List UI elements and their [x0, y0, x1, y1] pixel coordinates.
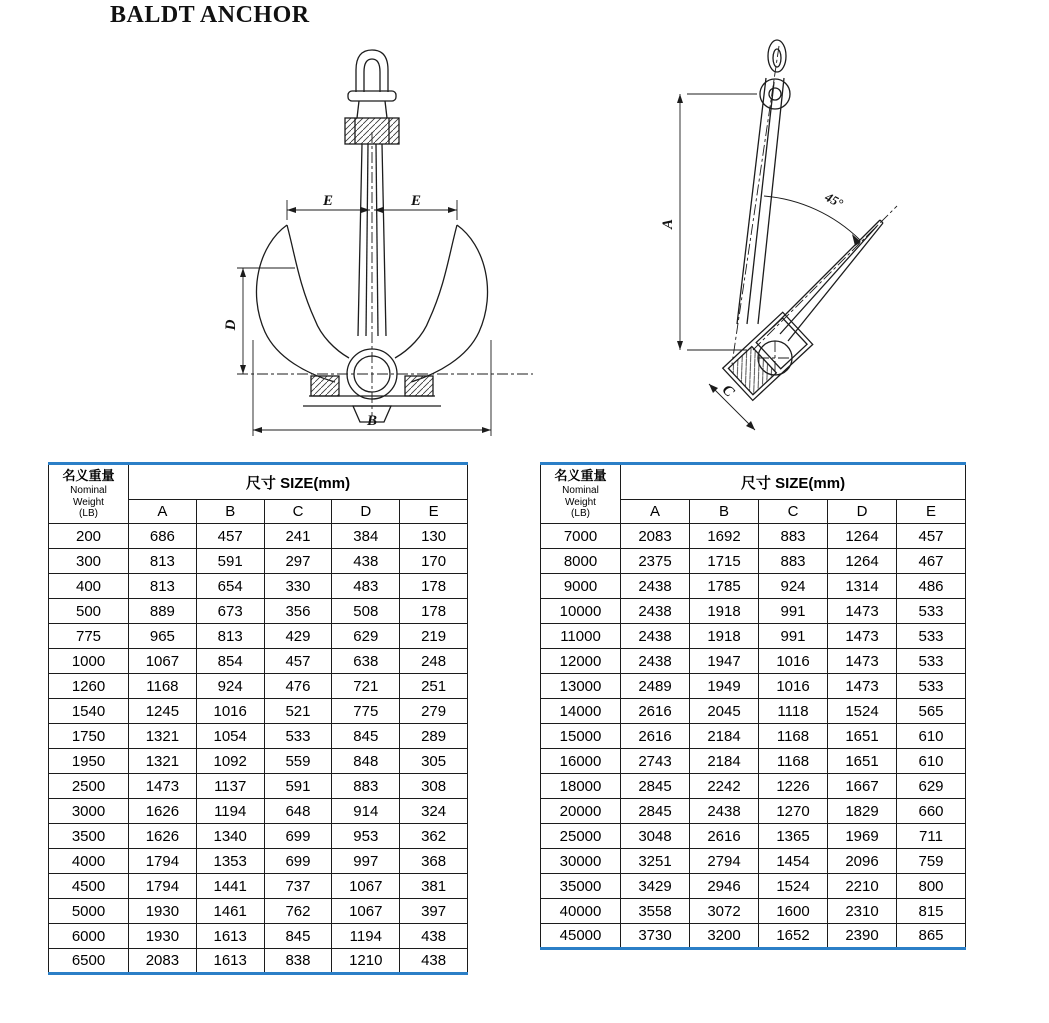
size-cell: 2438 [621, 574, 690, 599]
weight-cell: 16000 [541, 749, 621, 774]
size-cell: 845 [264, 924, 332, 949]
table-row [541, 924, 966, 949]
size-cell: 1340 [196, 824, 264, 849]
table-row [541, 599, 966, 624]
size-cell: 2096 [828, 849, 897, 874]
size-cell: 813 [196, 624, 264, 649]
weight-cell: 14000 [541, 699, 621, 724]
weight-header-en-1: Nominal [70, 484, 107, 496]
table-row [49, 649, 468, 674]
size-cell: 1067 [129, 649, 197, 674]
table-row [49, 849, 468, 874]
size-cell: 991 [759, 599, 828, 624]
size-cell: 591 [264, 774, 332, 799]
size-cell: 170 [400, 549, 468, 574]
size-cell: 297 [264, 549, 332, 574]
size-cell: 2616 [621, 699, 690, 724]
size-cell: 1930 [129, 899, 197, 924]
size-cell: 759 [897, 849, 966, 874]
size-cell: 965 [129, 624, 197, 649]
size-cell: 1226 [759, 774, 828, 799]
size-cell: 533 [897, 599, 966, 624]
dim-label-e-left: E [322, 193, 334, 209]
size-cell: 1930 [129, 924, 197, 949]
size-cell: 241 [264, 524, 332, 549]
size-cell: 1092 [196, 749, 264, 774]
size-cell: 467 [897, 549, 966, 574]
size-cell: 1137 [196, 774, 264, 799]
col-header-b: B [690, 500, 759, 524]
size-header: 尺寸 SIZE(mm) [129, 464, 468, 500]
size-cell: 2616 [621, 724, 690, 749]
size-cell: 2083 [129, 949, 197, 974]
table-row [49, 799, 468, 824]
size-cell: 721 [332, 674, 400, 699]
size-cell: 3429 [621, 874, 690, 899]
size-cell: 457 [897, 524, 966, 549]
table-row [541, 649, 966, 674]
size-cell: 438 [400, 949, 468, 974]
weight-cell: 7000 [541, 524, 621, 549]
size-cell: 476 [264, 674, 332, 699]
size-cell: 1715 [690, 549, 759, 574]
size-cell: 845 [332, 724, 400, 749]
size-cell: 533 [897, 624, 966, 649]
weight-cell: 6000 [49, 924, 129, 949]
size-cell: 3251 [621, 849, 690, 874]
size-cell: 1067 [332, 899, 400, 924]
size-cell: 1321 [129, 749, 197, 774]
size-cell: 1194 [196, 799, 264, 824]
table-row [541, 699, 966, 724]
size-cell: 2616 [690, 824, 759, 849]
weight-header-cn: 名义重量 [554, 467, 607, 483]
weight-cell: 30000 [541, 849, 621, 874]
shank [737, 78, 784, 324]
weight-cell: 9000 [541, 574, 621, 599]
size-cell: 521 [264, 699, 332, 724]
size-cell: 3558 [621, 899, 690, 924]
weight-cell: 10000 [541, 599, 621, 624]
size-cell: 2242 [690, 774, 759, 799]
size-cell: 1168 [759, 724, 828, 749]
size-cell: 1067 [332, 874, 400, 899]
size-cell: 3200 [690, 924, 759, 949]
weight-header-cn: 名义重量 [62, 467, 115, 483]
size-cell: 648 [264, 799, 332, 824]
weight-cell: 4500 [49, 874, 129, 899]
weight-cell: 1260 [49, 674, 129, 699]
table-row [49, 824, 468, 849]
size-cell: 1969 [828, 824, 897, 849]
size-cell: 251 [400, 674, 468, 699]
table-row [49, 624, 468, 649]
weight-cell: 20000 [541, 799, 621, 824]
size-cell: 610 [897, 724, 966, 749]
weight-column-header [541, 464, 621, 524]
weight-cell: 5000 [49, 899, 129, 924]
weight-header-en-2: Weight [73, 496, 104, 508]
table-row [541, 774, 966, 799]
col-header-b: B [196, 500, 264, 524]
weight-cell: 15000 [541, 724, 621, 749]
dim-label-e-right: E [410, 193, 422, 209]
size-cell: 178 [400, 599, 468, 624]
size-cell: 1613 [196, 949, 264, 974]
size-cell: 2310 [828, 899, 897, 924]
dimension-d [223, 268, 295, 374]
size-cell: 883 [759, 524, 828, 549]
size-cell: 362 [400, 824, 468, 849]
size-cell: 924 [196, 674, 264, 699]
size-cell: 508 [332, 599, 400, 624]
size-cell: 2438 [621, 599, 690, 624]
size-cell: 1785 [690, 574, 759, 599]
weight-cell: 300 [49, 549, 129, 574]
dim-label-c: C [718, 381, 738, 401]
weight-cell: 500 [49, 599, 129, 624]
size-cell: 865 [897, 924, 966, 949]
table-row [541, 874, 966, 899]
size-cell: 2184 [690, 724, 759, 749]
size-cell: 2489 [621, 674, 690, 699]
table-row [49, 674, 468, 699]
weight-cell: 40000 [541, 899, 621, 924]
size-cell: 848 [332, 749, 400, 774]
dim-label-d: D [223, 319, 239, 331]
size-cell: 813 [129, 549, 197, 574]
size-cell: 1168 [759, 749, 828, 774]
weight-cell: 18000 [541, 774, 621, 799]
anchor-side-view-drawing [625, 32, 925, 432]
size-cell: 1454 [759, 849, 828, 874]
size-cell: 486 [897, 574, 966, 599]
table-row [49, 699, 468, 724]
size-cell: 1613 [196, 924, 264, 949]
size-cell: 2438 [690, 799, 759, 824]
size-cell: 629 [332, 624, 400, 649]
size-cell: 457 [196, 524, 264, 549]
size-cell: 953 [332, 824, 400, 849]
weight-cell: 1540 [49, 699, 129, 724]
shackle [348, 50, 396, 118]
weight-header-en-2: Weight [565, 496, 596, 508]
size-cell: 308 [400, 774, 468, 799]
size-cell: 1321 [129, 724, 197, 749]
size-cell: 1626 [129, 824, 197, 849]
weight-cell: 3500 [49, 824, 129, 849]
size-cell: 1473 [828, 674, 897, 699]
size-cell: 2375 [621, 549, 690, 574]
size-cell: 438 [332, 549, 400, 574]
weight-cell: 775 [49, 624, 129, 649]
weight-cell: 6500 [49, 949, 129, 974]
size-cell: 305 [400, 749, 468, 774]
weight-cell: 400 [49, 574, 129, 599]
table-row [541, 524, 966, 549]
weight-cell: 200 [49, 524, 129, 549]
size-cell: 638 [332, 649, 400, 674]
dimension-angle-45 [764, 189, 861, 246]
size-cell: 429 [264, 624, 332, 649]
anchor-front-view-drawing [207, 40, 537, 440]
size-cell: 1461 [196, 899, 264, 924]
size-cell: 2438 [621, 624, 690, 649]
table-row [541, 824, 966, 849]
fluke-right [395, 225, 488, 382]
col-header-c: C [759, 500, 828, 524]
weight-cell: 8000 [541, 549, 621, 574]
table-row [49, 549, 468, 574]
size-cell: 762 [264, 899, 332, 924]
table-row [541, 749, 966, 774]
dimension-a [660, 94, 757, 350]
size-cell: 1168 [129, 674, 197, 699]
size-cell: 1918 [690, 624, 759, 649]
size-cell: 1353 [196, 849, 264, 874]
size-cell: 384 [332, 524, 400, 549]
weight-cell: 25000 [541, 824, 621, 849]
size-cell: 533 [897, 674, 966, 699]
table-row [49, 574, 468, 599]
size-cell: 1947 [690, 649, 759, 674]
size-cell: 1626 [129, 799, 197, 824]
size-cell: 1016 [759, 649, 828, 674]
table-row [49, 774, 468, 799]
size-cell: 1054 [196, 724, 264, 749]
weight-cell: 1950 [49, 749, 129, 774]
size-cell: 2845 [621, 774, 690, 799]
size-cell: 559 [264, 749, 332, 774]
size-cell: 1264 [828, 549, 897, 574]
table-row [49, 874, 468, 899]
size-cell: 533 [897, 649, 966, 674]
size-cell: 3048 [621, 824, 690, 849]
table-body-left [49, 524, 468, 974]
size-cell: 1829 [828, 799, 897, 824]
size-cell: 883 [759, 549, 828, 574]
size-cell: 1264 [828, 524, 897, 549]
size-cell: 686 [129, 524, 197, 549]
size-cell: 699 [264, 824, 332, 849]
weight-header-en-3: (LB) [79, 508, 98, 520]
size-cell: 1600 [759, 899, 828, 924]
size-cell: 330 [264, 574, 332, 599]
size-cell: 219 [400, 624, 468, 649]
size-cell: 815 [897, 899, 966, 924]
size-cell: 660 [897, 799, 966, 824]
table-row [541, 674, 966, 699]
table-row [541, 624, 966, 649]
size-cell: 2946 [690, 874, 759, 899]
size-cell: 438 [400, 924, 468, 949]
col-header-c: C [264, 500, 332, 524]
size-cell: 924 [759, 574, 828, 599]
table-row [541, 799, 966, 824]
dim-label-b: B [366, 413, 378, 429]
size-cell: 2390 [828, 924, 897, 949]
table-row [49, 924, 468, 949]
weight-cell: 1750 [49, 724, 129, 749]
size-cell: 1194 [332, 924, 400, 949]
size-cell: 889 [129, 599, 197, 624]
size-cell: 457 [264, 649, 332, 674]
size-cell: 1651 [828, 749, 897, 774]
weight-cell: 2500 [49, 774, 129, 799]
size-cell: 1365 [759, 824, 828, 849]
size-cell: 1016 [759, 674, 828, 699]
size-cell: 991 [759, 624, 828, 649]
table-row [541, 849, 966, 874]
col-header-e: E [897, 500, 966, 524]
size-cell: 673 [196, 599, 264, 624]
size-cell: 883 [332, 774, 400, 799]
size-cell: 997 [332, 849, 400, 874]
dim-label-45deg: 45° [822, 189, 846, 211]
table-row [49, 899, 468, 924]
size-cell: 397 [400, 899, 468, 924]
size-cell: 711 [897, 824, 966, 849]
size-cell: 1314 [828, 574, 897, 599]
weight-header-en-3: (LB) [571, 508, 590, 520]
size-cell: 1667 [828, 774, 897, 799]
size-cell: 1794 [129, 874, 197, 899]
size-cell: 1473 [828, 599, 897, 624]
col-header-e: E [400, 500, 468, 524]
size-cell: 914 [332, 799, 400, 824]
weight-cell: 12000 [541, 649, 621, 674]
size-cell: 381 [400, 874, 468, 899]
size-cell: 1794 [129, 849, 197, 874]
size-header: 尺寸 SIZE(mm) [621, 464, 966, 500]
size-cell: 1118 [759, 699, 828, 724]
size-cell: 356 [264, 599, 332, 624]
size-cell: 2438 [621, 649, 690, 674]
size-cell: 130 [400, 524, 468, 549]
anchor-stock [345, 118, 399, 144]
size-cell: 1918 [690, 599, 759, 624]
size-cell: 248 [400, 649, 468, 674]
size-cell: 838 [264, 949, 332, 974]
size-cell: 1473 [828, 649, 897, 674]
weight-column-header [49, 464, 129, 524]
size-cell: 629 [897, 774, 966, 799]
size-cell: 533 [264, 724, 332, 749]
size-cell: 3072 [690, 899, 759, 924]
spec-table-right [540, 462, 966, 950]
size-cell: 591 [196, 549, 264, 574]
size-cell: 2845 [621, 799, 690, 824]
size-cell: 1210 [332, 949, 400, 974]
weight-cell: 4000 [49, 849, 129, 874]
size-cell: 699 [264, 849, 332, 874]
size-cell: 1692 [690, 524, 759, 549]
size-cell: 1473 [129, 774, 197, 799]
size-cell: 178 [400, 574, 468, 599]
size-cell: 1651 [828, 724, 897, 749]
col-header-a: A [621, 500, 690, 524]
fluke-left [256, 225, 349, 382]
weight-cell: 11000 [541, 624, 621, 649]
size-cell: 1524 [828, 699, 897, 724]
weight-cell: 13000 [541, 674, 621, 699]
size-cell: 2210 [828, 874, 897, 899]
size-cell: 565 [897, 699, 966, 724]
size-cell: 279 [400, 699, 468, 724]
weight-header-en-1: Nominal [562, 484, 599, 496]
size-cell: 1270 [759, 799, 828, 824]
table-row [49, 599, 468, 624]
table-row [541, 724, 966, 749]
size-cell: 1652 [759, 924, 828, 949]
weight-cell: 1000 [49, 649, 129, 674]
size-cell: 1524 [759, 874, 828, 899]
size-cell: 2794 [690, 849, 759, 874]
size-cell: 2083 [621, 524, 690, 549]
page-title: BALDT ANCHOR [110, 2, 310, 28]
size-cell: 813 [129, 574, 197, 599]
size-cell: 2184 [690, 749, 759, 774]
size-cell: 775 [332, 699, 400, 724]
size-cell: 1473 [828, 624, 897, 649]
size-cell: 1245 [129, 699, 197, 724]
fluke-blade [773, 220, 883, 341]
size-cell: 483 [332, 574, 400, 599]
size-cell: 654 [196, 574, 264, 599]
table-row [49, 524, 468, 549]
size-cell: 324 [400, 799, 468, 824]
col-header-d: D [332, 500, 400, 524]
col-header-d: D [828, 500, 897, 524]
size-cell: 2743 [621, 749, 690, 774]
table-row [49, 749, 468, 774]
table-row [541, 549, 966, 574]
weight-cell: 45000 [541, 924, 621, 949]
table-row [49, 724, 468, 749]
table-row [49, 949, 468, 974]
weight-cell: 35000 [541, 874, 621, 899]
size-cell: 289 [400, 724, 468, 749]
size-cell: 1441 [196, 874, 264, 899]
size-cell: 610 [897, 749, 966, 774]
size-cell: 2045 [690, 699, 759, 724]
size-cell: 3730 [621, 924, 690, 949]
spec-table-left [48, 462, 468, 975]
size-cell: 800 [897, 874, 966, 899]
size-cell: 368 [400, 849, 468, 874]
table-row [541, 899, 966, 924]
size-cell: 1016 [196, 699, 264, 724]
size-cell: 737 [264, 874, 332, 899]
col-header-a: A [129, 500, 197, 524]
table-body-right [541, 524, 966, 949]
dim-label-a: A [660, 218, 676, 230]
size-cell: 1949 [690, 674, 759, 699]
size-cell: 854 [196, 649, 264, 674]
table-row [541, 574, 966, 599]
weight-cell: 3000 [49, 799, 129, 824]
